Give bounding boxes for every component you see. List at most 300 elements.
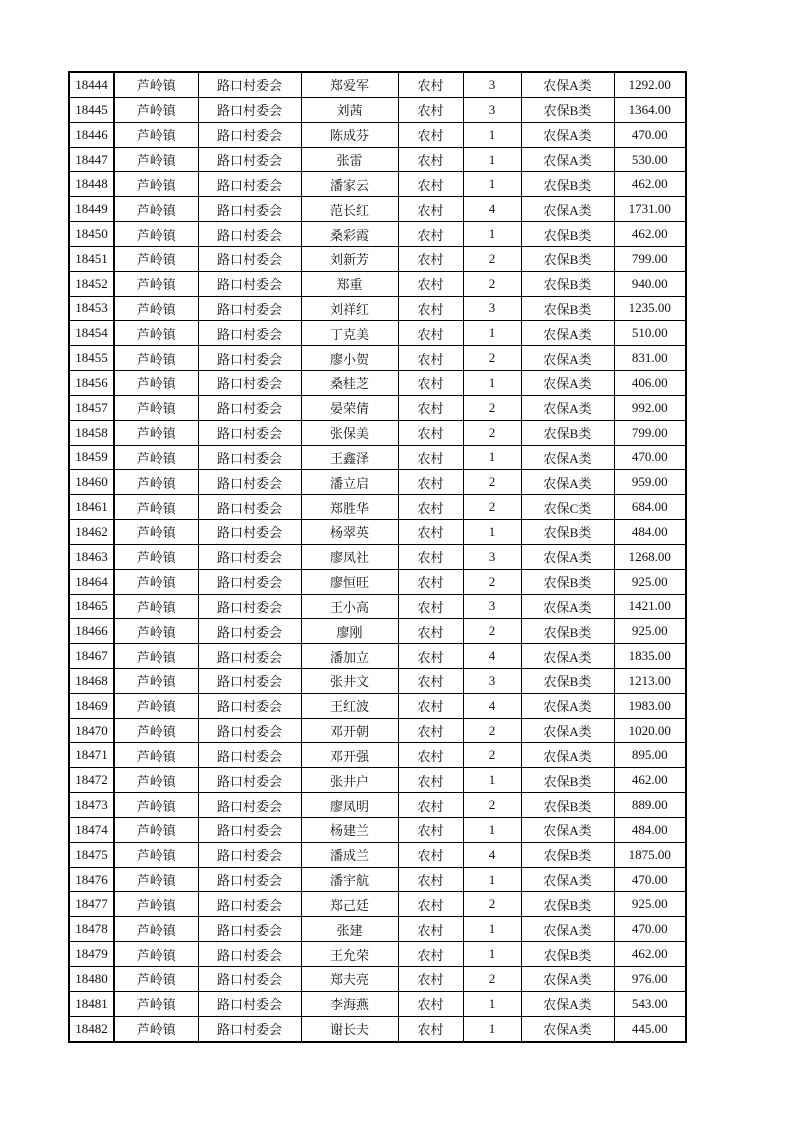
cell-area-type: 农村 [398, 197, 463, 222]
cell-record-id: 18448 [69, 172, 114, 197]
table-row [69, 544, 686, 569]
cell-town: 芦岭镇 [114, 817, 198, 842]
cell-village-committee: 路口村委会 [198, 817, 301, 842]
cell-person-count: 1 [463, 917, 521, 942]
table-row [69, 619, 686, 644]
cell-town: 芦岭镇 [114, 867, 198, 892]
cell-amount: 1213.00 [614, 669, 686, 694]
cell-area-type: 农村 [398, 842, 463, 867]
cell-record-id: 18456 [69, 371, 114, 396]
cell-village-committee: 路口村委会 [198, 892, 301, 917]
cell-amount: 925.00 [614, 569, 686, 594]
cell-record-id: 18477 [69, 892, 114, 917]
cell-town: 芦岭镇 [114, 644, 198, 669]
cell-village-committee: 路口村委会 [198, 594, 301, 619]
cell-village-committee: 路口村委会 [198, 520, 301, 545]
cell-person-count: 4 [463, 197, 521, 222]
cell-person-count: 4 [463, 842, 521, 867]
cell-area-type: 农村 [398, 768, 463, 793]
cell-insurance-category: 农保A类 [521, 395, 614, 420]
cell-town: 芦岭镇 [114, 991, 198, 1016]
cell-record-id: 18452 [69, 271, 114, 296]
cell-insurance-category: 农保A类 [521, 867, 614, 892]
cell-person-name: 张雷 [301, 147, 398, 172]
cell-person-count: 1 [463, 122, 521, 147]
table-row [69, 495, 686, 520]
cell-person-name: 邓开强 [301, 743, 398, 768]
cell-person-name: 郑夫亮 [301, 966, 398, 991]
cell-town: 芦岭镇 [114, 72, 198, 97]
table-body [69, 72, 686, 1042]
cell-village-committee: 路口村委会 [198, 644, 301, 669]
cell-area-type: 农村 [398, 619, 463, 644]
cell-village-committee: 路口村委会 [198, 445, 301, 470]
cell-insurance-category: 农保B类 [521, 222, 614, 247]
cell-village-committee: 路口村委会 [198, 1016, 301, 1042]
table-row [69, 296, 686, 321]
cell-person-count: 2 [463, 420, 521, 445]
cell-person-count: 1 [463, 222, 521, 247]
table-row [69, 246, 686, 271]
cell-amount: 959.00 [614, 470, 686, 495]
cell-area-type: 农村 [398, 445, 463, 470]
cell-insurance-category: 农保A类 [521, 371, 614, 396]
cell-insurance-category: 农保A类 [521, 445, 614, 470]
cell-town: 芦岭镇 [114, 768, 198, 793]
cell-record-id: 18471 [69, 743, 114, 768]
cell-amount: 976.00 [614, 966, 686, 991]
cell-insurance-category: 农保B类 [521, 271, 614, 296]
cell-person-name: 范长红 [301, 197, 398, 222]
cell-insurance-category: 农保B类 [521, 296, 614, 321]
table-row [69, 222, 686, 247]
table-row [69, 917, 686, 942]
cell-insurance-category: 农保B类 [521, 892, 614, 917]
cell-amount: 925.00 [614, 619, 686, 644]
table-row [69, 942, 686, 967]
cell-record-id: 18481 [69, 991, 114, 1016]
cell-person-count: 2 [463, 619, 521, 644]
cell-area-type: 农村 [398, 246, 463, 271]
cell-person-name: 廖恒旺 [301, 569, 398, 594]
cell-person-count: 3 [463, 296, 521, 321]
cell-record-id: 18469 [69, 693, 114, 718]
cell-area-type: 农村 [398, 321, 463, 346]
table-row [69, 321, 686, 346]
cell-area-type: 农村 [398, 743, 463, 768]
cell-amount: 1364.00 [614, 97, 686, 122]
cell-insurance-category: 农保A类 [521, 197, 614, 222]
cell-town: 芦岭镇 [114, 445, 198, 470]
cell-insurance-category: 农保A类 [521, 321, 614, 346]
cell-insurance-category: 农保B类 [521, 246, 614, 271]
cell-village-committee: 路口村委会 [198, 718, 301, 743]
table-row [69, 520, 686, 545]
cell-area-type: 农村 [398, 793, 463, 818]
cell-area-type: 农村 [398, 371, 463, 396]
cell-village-committee: 路口村委会 [198, 768, 301, 793]
cell-person-name: 郑胜华 [301, 495, 398, 520]
cell-record-id: 18464 [69, 569, 114, 594]
cell-amount: 1235.00 [614, 296, 686, 321]
cell-area-type: 农村 [398, 718, 463, 743]
cell-amount: 1731.00 [614, 197, 686, 222]
cell-amount: 684.00 [614, 495, 686, 520]
cell-amount: 470.00 [614, 122, 686, 147]
cell-area-type: 农村 [398, 867, 463, 892]
cell-town: 芦岭镇 [114, 420, 198, 445]
cell-amount: 470.00 [614, 867, 686, 892]
cell-area-type: 农村 [398, 97, 463, 122]
cell-insurance-category: 农保A类 [521, 122, 614, 147]
cell-town: 芦岭镇 [114, 222, 198, 247]
cell-town: 芦岭镇 [114, 395, 198, 420]
cell-insurance-category: 农保A类 [521, 966, 614, 991]
table-row [69, 172, 686, 197]
cell-village-committee: 路口村委会 [198, 72, 301, 97]
table-row [69, 718, 686, 743]
cell-village-committee: 路口村委会 [198, 867, 301, 892]
cell-insurance-category: 农保B类 [521, 520, 614, 545]
cell-village-committee: 路口村委会 [198, 917, 301, 942]
cell-insurance-category: 农保A类 [521, 594, 614, 619]
cell-person-name: 张建 [301, 917, 398, 942]
cell-person-name: 谢长夫 [301, 1016, 398, 1042]
cell-insurance-category: 农保A类 [521, 346, 614, 371]
cell-person-count: 2 [463, 470, 521, 495]
cell-record-id: 18475 [69, 842, 114, 867]
cell-insurance-category: 农保A类 [521, 991, 614, 1016]
cell-village-committee: 路口村委会 [198, 197, 301, 222]
cell-person-count: 1 [463, 991, 521, 1016]
cell-person-name: 潘立启 [301, 470, 398, 495]
cell-village-committee: 路口村委会 [198, 271, 301, 296]
cell-amount: 799.00 [614, 420, 686, 445]
cell-person-count: 3 [463, 72, 521, 97]
cell-village-committee: 路口村委会 [198, 693, 301, 718]
cell-person-name: 王允荣 [301, 942, 398, 967]
cell-person-name: 刘新芳 [301, 246, 398, 271]
cell-person-count: 2 [463, 271, 521, 296]
cell-record-id: 18460 [69, 470, 114, 495]
cell-person-name: 刘茜 [301, 97, 398, 122]
cell-insurance-category: 农保B类 [521, 793, 614, 818]
cell-town: 芦岭镇 [114, 743, 198, 768]
cell-area-type: 农村 [398, 693, 463, 718]
table-row [69, 371, 686, 396]
cell-town: 芦岭镇 [114, 594, 198, 619]
cell-amount: 799.00 [614, 246, 686, 271]
cell-amount: 510.00 [614, 321, 686, 346]
cell-record-id: 18482 [69, 1016, 114, 1042]
cell-area-type: 农村 [398, 942, 463, 967]
table-row [69, 594, 686, 619]
cell-person-count: 2 [463, 743, 521, 768]
cell-area-type: 农村 [398, 296, 463, 321]
table-row [69, 147, 686, 172]
cell-area-type: 农村 [398, 147, 463, 172]
cell-amount: 1875.00 [614, 842, 686, 867]
cell-person-count: 2 [463, 495, 521, 520]
cell-person-name: 王红波 [301, 693, 398, 718]
cell-record-id: 18470 [69, 718, 114, 743]
cell-town: 芦岭镇 [114, 544, 198, 569]
cell-town: 芦岭镇 [114, 842, 198, 867]
table-row [69, 395, 686, 420]
table-row [69, 644, 686, 669]
table-row [69, 892, 686, 917]
cell-record-id: 18479 [69, 942, 114, 967]
cell-person-name: 陈成芬 [301, 122, 398, 147]
cell-amount: 1983.00 [614, 693, 686, 718]
table-row [69, 122, 686, 147]
cell-amount: 462.00 [614, 172, 686, 197]
cell-village-committee: 路口村委会 [198, 246, 301, 271]
cell-village-committee: 路口村委会 [198, 544, 301, 569]
cell-village-committee: 路口村委会 [198, 420, 301, 445]
cell-person-name: 潘宇航 [301, 867, 398, 892]
cell-insurance-category: 农保A类 [521, 1016, 614, 1042]
table-row [69, 693, 686, 718]
cell-insurance-category: 农保A类 [521, 72, 614, 97]
cell-town: 芦岭镇 [114, 892, 198, 917]
cell-person-count: 1 [463, 867, 521, 892]
cell-village-committee: 路口村委会 [198, 371, 301, 396]
cell-record-id: 18446 [69, 122, 114, 147]
cell-person-count: 3 [463, 97, 521, 122]
cell-person-name: 潘加立 [301, 644, 398, 669]
cell-insurance-category: 农保B类 [521, 942, 614, 967]
cell-amount: 1268.00 [614, 544, 686, 569]
cell-insurance-category: 农保B类 [521, 842, 614, 867]
table-row [69, 966, 686, 991]
cell-town: 芦岭镇 [114, 346, 198, 371]
cell-person-name: 李海燕 [301, 991, 398, 1016]
cell-amount: 992.00 [614, 395, 686, 420]
cell-person-count: 1 [463, 1016, 521, 1042]
cell-area-type: 农村 [398, 222, 463, 247]
cell-insurance-category: 农保A类 [521, 544, 614, 569]
table-row [69, 97, 686, 122]
cell-village-committee: 路口村委会 [198, 619, 301, 644]
cell-amount: 889.00 [614, 793, 686, 818]
cell-village-committee: 路口村委会 [198, 97, 301, 122]
cell-person-count: 2 [463, 346, 521, 371]
cell-insurance-category: 农保A类 [521, 917, 614, 942]
cell-town: 芦岭镇 [114, 495, 198, 520]
cell-village-committee: 路口村委会 [198, 743, 301, 768]
cell-village-committee: 路口村委会 [198, 470, 301, 495]
cell-record-id: 18459 [69, 445, 114, 470]
cell-amount: 940.00 [614, 271, 686, 296]
cell-record-id: 18454 [69, 321, 114, 346]
cell-person-count: 2 [463, 793, 521, 818]
cell-insurance-category: 农保B类 [521, 420, 614, 445]
cell-record-id: 18451 [69, 246, 114, 271]
cell-insurance-category: 农保A类 [521, 147, 614, 172]
cell-area-type: 农村 [398, 917, 463, 942]
cell-record-id: 18463 [69, 544, 114, 569]
cell-person-count: 4 [463, 693, 521, 718]
cell-town: 芦岭镇 [114, 718, 198, 743]
cell-village-committee: 路口村委会 [198, 793, 301, 818]
table-row [69, 842, 686, 867]
cell-insurance-category: 农保B类 [521, 669, 614, 694]
cell-person-name: 潘成兰 [301, 842, 398, 867]
cell-insurance-category: 农保A类 [521, 743, 614, 768]
cell-person-name: 廖小贺 [301, 346, 398, 371]
cell-person-count: 2 [463, 892, 521, 917]
cell-town: 芦岭镇 [114, 569, 198, 594]
table-row [69, 743, 686, 768]
cell-amount: 1835.00 [614, 644, 686, 669]
cell-area-type: 农村 [398, 495, 463, 520]
cell-village-committee: 路口村委会 [198, 222, 301, 247]
cell-area-type: 农村 [398, 420, 463, 445]
cell-village-committee: 路口村委会 [198, 395, 301, 420]
cell-town: 芦岭镇 [114, 966, 198, 991]
cell-person-name: 郑重 [301, 271, 398, 296]
cell-person-name: 廖凤明 [301, 793, 398, 818]
cell-person-name: 郑己廷 [301, 892, 398, 917]
cell-village-committee: 路口村委会 [198, 346, 301, 371]
cell-record-id: 18478 [69, 917, 114, 942]
cell-record-id: 18455 [69, 346, 114, 371]
cell-amount: 543.00 [614, 991, 686, 1016]
table-row [69, 271, 686, 296]
cell-person-count: 1 [463, 768, 521, 793]
cell-amount: 831.00 [614, 346, 686, 371]
cell-person-count: 3 [463, 594, 521, 619]
cell-town: 芦岭镇 [114, 321, 198, 346]
cell-record-id: 18447 [69, 147, 114, 172]
cell-person-name: 丁克美 [301, 321, 398, 346]
cell-amount: 445.00 [614, 1016, 686, 1042]
table-row [69, 420, 686, 445]
table-row [69, 346, 686, 371]
cell-person-name: 张井户 [301, 768, 398, 793]
cell-record-id: 18465 [69, 594, 114, 619]
cell-person-count: 1 [463, 371, 521, 396]
cell-town: 芦岭镇 [114, 271, 198, 296]
cell-area-type: 农村 [398, 991, 463, 1016]
cell-village-committee: 路口村委会 [198, 669, 301, 694]
cell-area-type: 农村 [398, 271, 463, 296]
cell-area-type: 农村 [398, 172, 463, 197]
cell-record-id: 18444 [69, 72, 114, 97]
cell-village-committee: 路口村委会 [198, 842, 301, 867]
cell-person-count: 2 [463, 246, 521, 271]
cell-person-count: 1 [463, 321, 521, 346]
cell-amount: 406.00 [614, 371, 686, 396]
cell-person-count: 2 [463, 395, 521, 420]
cell-village-committee: 路口村委会 [198, 942, 301, 967]
table-row [69, 768, 686, 793]
cell-record-id: 18476 [69, 867, 114, 892]
cell-record-id: 18468 [69, 669, 114, 694]
cell-town: 芦岭镇 [114, 296, 198, 321]
cell-record-id: 18449 [69, 197, 114, 222]
cell-person-count: 2 [463, 966, 521, 991]
cell-town: 芦岭镇 [114, 693, 198, 718]
cell-person-name: 廖凤社 [301, 544, 398, 569]
cell-person-count: 4 [463, 644, 521, 669]
cell-record-id: 18453 [69, 296, 114, 321]
cell-village-committee: 路口村委会 [198, 966, 301, 991]
cell-area-type: 农村 [398, 520, 463, 545]
cell-amount: 925.00 [614, 892, 686, 917]
cell-record-id: 18473 [69, 793, 114, 818]
cell-village-committee: 路口村委会 [198, 296, 301, 321]
cell-insurance-category: 农保C类 [521, 495, 614, 520]
table-row [69, 197, 686, 222]
cell-record-id: 18472 [69, 768, 114, 793]
cell-person-name: 邓开朝 [301, 718, 398, 743]
cell-area-type: 农村 [398, 966, 463, 991]
cell-person-count: 1 [463, 147, 521, 172]
cell-record-id: 18450 [69, 222, 114, 247]
table-row [69, 569, 686, 594]
cell-village-committee: 路口村委会 [198, 321, 301, 346]
cell-person-name: 廖刚 [301, 619, 398, 644]
table-row [69, 793, 686, 818]
cell-town: 芦岭镇 [114, 470, 198, 495]
table-row [69, 817, 686, 842]
cell-area-type: 农村 [398, 1016, 463, 1042]
table-row [69, 991, 686, 1016]
cell-area-type: 农村 [398, 122, 463, 147]
cell-town: 芦岭镇 [114, 147, 198, 172]
cell-person-name: 王鑫泽 [301, 445, 398, 470]
cell-amount: 462.00 [614, 222, 686, 247]
cell-area-type: 农村 [398, 72, 463, 97]
cell-town: 芦岭镇 [114, 520, 198, 545]
table-row [69, 867, 686, 892]
cell-amount: 530.00 [614, 147, 686, 172]
cell-area-type: 农村 [398, 395, 463, 420]
cell-town: 芦岭镇 [114, 917, 198, 942]
table-row [69, 445, 686, 470]
cell-village-committee: 路口村委会 [198, 569, 301, 594]
cell-person-name: 刘祥红 [301, 296, 398, 321]
cell-amount: 462.00 [614, 768, 686, 793]
cell-insurance-category: 农保B类 [521, 619, 614, 644]
cell-person-count: 1 [463, 445, 521, 470]
cell-person-name: 晏荣倩 [301, 395, 398, 420]
cell-town: 芦岭镇 [114, 197, 198, 222]
cell-amount: 1421.00 [614, 594, 686, 619]
cell-amount: 895.00 [614, 743, 686, 768]
cell-area-type: 农村 [398, 346, 463, 371]
cell-person-count: 1 [463, 817, 521, 842]
cell-area-type: 农村 [398, 544, 463, 569]
cell-insurance-category: 农保B类 [521, 569, 614, 594]
cell-person-name: 张井文 [301, 669, 398, 694]
cell-record-id: 18457 [69, 395, 114, 420]
cell-person-name: 张保美 [301, 420, 398, 445]
cell-person-count: 3 [463, 669, 521, 694]
cell-village-committee: 路口村委会 [198, 495, 301, 520]
cell-person-count: 2 [463, 718, 521, 743]
cell-town: 芦岭镇 [114, 371, 198, 396]
table-row [69, 470, 686, 495]
cell-person-name: 杨翠英 [301, 520, 398, 545]
cell-amount: 484.00 [614, 817, 686, 842]
cell-amount: 1292.00 [614, 72, 686, 97]
cell-person-name: 桑桂芝 [301, 371, 398, 396]
cell-area-type: 农村 [398, 817, 463, 842]
cell-amount: 1020.00 [614, 718, 686, 743]
